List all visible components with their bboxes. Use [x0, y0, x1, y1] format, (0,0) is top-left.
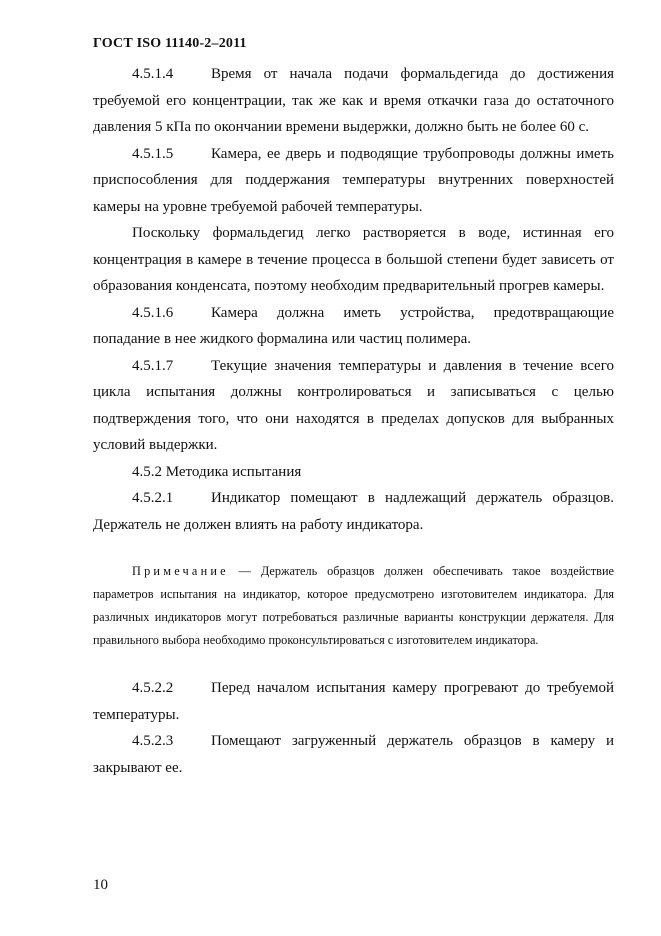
- clause-number: 4.5.1.4: [132, 66, 174, 82]
- paragraph-4-5-2-1: [93, 485, 614, 538]
- clause-number: 4.5.1.7: [132, 357, 174, 374]
- paragraph-preheating: [93, 220, 614, 300]
- paragraph-text: Камера, ее дверь и подводящие трубопроводы должны иметь приспособления для поддержания температуры внутренних поверхностей камеры на уровне требуемой рабочей температуры.: [93, 145, 614, 215]
- note-text: Держатель образцов должен обеспечивать такое воздействие параметров испытания на индикатор, которое предусмотрено изготовителем индикатора. Для различных индикаторов могут потребоваться различные варианты конструкции держателя. Для правильного выбора необходимо проконсультироваться с изготовителем индикатора.: [93, 564, 614, 647]
- section-heading-4-5-2: [93, 459, 614, 486]
- paragraph-4-5-1-5: [93, 141, 614, 221]
- document-body: [93, 61, 614, 781]
- note-label: Примечание: [132, 564, 229, 578]
- paragraph-text: Текущие значения температуры и давления в течение всего цикла испытания должны контролироваться и записываться с целью подтверждения того, что они находятся в пределах допусков для выбранных условий выдержки.: [93, 357, 614, 453]
- paragraph-text: Индикатор помещают в надлежащий держатель образцов. Держатель не должен влиять на работу индикатора.: [93, 490, 614, 533]
- paragraph-4-5-2-2: [93, 675, 614, 728]
- clause-number: 4.5.2.1: [132, 490, 174, 506]
- note-dash: —: [228, 564, 261, 578]
- clause-number: 4.5.2.3: [132, 733, 174, 749]
- paragraph-text: Поскольку формальдегид легко растворяется в воде, истинная его концентрация в камере в течение процесса в большой степени будет зависеть от образования конденсата, поэтому необходим предварительный прогрев камеры.: [93, 225, 614, 294]
- paragraph-text: Время от начала подачи формальдегида до достижения требуемой его концентрации, так же как и время откачки газа до остаточного давления 5 кПа по окончании времени выдержки, должно быть не более 60 с.: [93, 66, 614, 135]
- page-header: ГОСТ ISO 11140-2–2011: [93, 36, 247, 51]
- paragraph-4-5-2-3: [93, 728, 614, 781]
- clause-number: 4.5.1.5: [132, 145, 174, 162]
- clause-number: 4.5.2.2: [132, 680, 174, 696]
- paragraph-4-5-1-7: [93, 353, 614, 459]
- section-heading-text: 4.5.2 Методика испытания: [132, 463, 302, 480]
- paragraph-4-5-1-6: [93, 300, 614, 353]
- paragraph-text: Помещают загруженный держатель образцов в камеру и закрывают ее.: [93, 733, 614, 776]
- paragraph-text: Камера должна иметь устройства, предотвращающие попадание в нее жидкого формалина или частиц полимера.: [93, 304, 614, 347]
- clause-number: 4.5.1.6: [132, 304, 174, 321]
- paragraph-4-5-1-4: [93, 61, 614, 141]
- note-block: [93, 560, 614, 652]
- paragraph-text: Перед началом испытания камеру прогревают до требуемой температуры.: [93, 680, 614, 723]
- page-number: 10: [93, 877, 108, 893]
